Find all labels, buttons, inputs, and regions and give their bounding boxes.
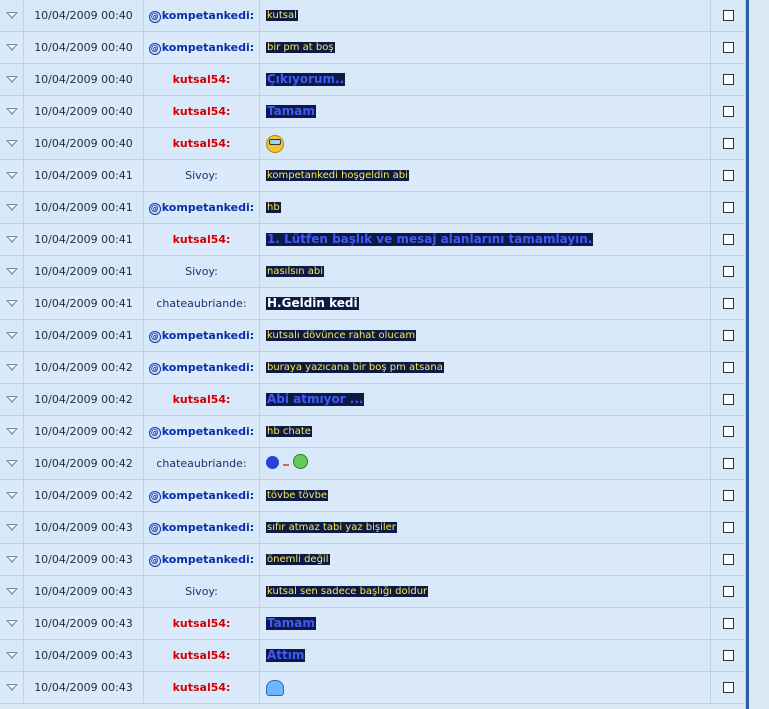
message-timestamp: 10/04/2009 00:43: [24, 640, 144, 671]
author-name: kompetankedi:: [161, 520, 255, 534]
author-name: Sivoy:: [185, 585, 218, 598]
message-text: tövbe tövbe: [267, 489, 328, 501]
message-cell: [260, 0, 711, 31]
row-menu-arrow[interactable]: [0, 448, 24, 479]
message-timestamp: 10/04/2009 00:41: [24, 192, 144, 223]
chevron-down-icon[interactable]: [6, 684, 18, 691]
admin-at-icon: @: [150, 523, 159, 533]
message-text: Tamam: [267, 103, 315, 118]
select-checkbox[interactable]: [723, 522, 734, 533]
select-cell: [711, 0, 745, 31]
chat-row: [0, 576, 745, 608]
message-author[interactable]: [144, 96, 260, 127]
chat-row: [0, 640, 745, 672]
message-timestamp: 10/04/2009 00:40: [24, 128, 144, 159]
select-checkbox[interactable]: [723, 458, 734, 469]
author-name: Sivoy:: [185, 265, 218, 278]
message-text: kutsal: [267, 9, 297, 21]
message-cell: [260, 576, 711, 607]
row-menu-arrow[interactable]: [0, 576, 24, 607]
author-name: kompetankedi:: [161, 40, 255, 54]
message-cell: [260, 160, 711, 191]
admin-at-icon: @: [150, 427, 159, 437]
admin-at-icon: @: [150, 203, 159, 213]
chat-row: [0, 608, 745, 640]
chat-row: [0, 288, 745, 320]
blue-face-icon: [266, 456, 279, 469]
message-timestamp: 10/04/2009 00:43: [24, 544, 144, 575]
message-text: hb: [267, 201, 280, 213]
chevron-down-icon[interactable]: [6, 588, 18, 595]
message-author[interactable]: [144, 672, 260, 703]
message-timestamp: 10/04/2009 00:41: [24, 224, 144, 255]
select-checkbox[interactable]: [723, 234, 734, 245]
message-text: nasılsın abi: [267, 265, 323, 277]
chat-row: [0, 384, 745, 416]
chat-row: [0, 256, 745, 288]
message-author[interactable]: [144, 320, 260, 351]
select-cell: [711, 544, 745, 575]
message-timestamp: 10/04/2009 00:42: [24, 352, 144, 383]
message-cell: [260, 192, 711, 223]
message-cell: [260, 512, 711, 543]
row-menu-arrow[interactable]: [0, 64, 24, 95]
select-cell: [711, 640, 745, 671]
select-checkbox[interactable]: [723, 170, 734, 181]
message-cell: [260, 640, 711, 671]
select-checkbox[interactable]: [723, 42, 734, 53]
admin-at-icon: @: [150, 491, 159, 501]
author-name: kutsal54:: [172, 681, 231, 694]
chevron-down-icon[interactable]: [6, 556, 18, 563]
select-checkbox[interactable]: [723, 10, 734, 21]
message-text: bir pm at boş: [267, 41, 334, 53]
author-name: kutsal54:: [172, 233, 231, 246]
select-cell: [711, 416, 745, 447]
chat-row: [0, 192, 745, 224]
chat-row: [0, 544, 745, 576]
author-name: kompetankedi:: [161, 200, 255, 214]
message-author[interactable]: [144, 192, 260, 223]
message-author[interactable]: [144, 416, 260, 447]
chevron-down-icon[interactable]: [6, 12, 18, 19]
message-cell: [260, 96, 711, 127]
select-cell: [711, 384, 745, 415]
message-timestamp: 10/04/2009 00:42: [24, 480, 144, 511]
chat-row: [0, 32, 745, 64]
chevron-down-icon[interactable]: [6, 300, 18, 307]
author-name: kutsal54:: [172, 73, 231, 86]
row-menu-arrow[interactable]: [0, 320, 24, 351]
message-author[interactable]: [144, 384, 260, 415]
chevron-down-icon[interactable]: [6, 492, 18, 499]
select-cell: [711, 576, 745, 607]
chevron-down-icon[interactable]: [6, 140, 18, 147]
chat-row: [0, 320, 745, 352]
select-checkbox[interactable]: [723, 618, 734, 629]
octopus-icon: [266, 680, 284, 696]
author-name: chateaubriande:: [156, 297, 247, 310]
author-name: kompetankedi:: [161, 328, 255, 342]
row-menu-arrow[interactable]: [0, 192, 24, 223]
author-name: kutsal54:: [172, 137, 231, 150]
chat-row: [0, 96, 745, 128]
author-name: kompetankedi:: [161, 424, 255, 438]
message-cell: [260, 288, 711, 319]
chevron-down-icon[interactable]: [6, 76, 18, 83]
select-cell: [711, 128, 745, 159]
author-name: kutsal54:: [172, 105, 231, 118]
message-author[interactable]: [144, 64, 260, 95]
message-text: Attım: [267, 647, 305, 662]
message-cell: [260, 256, 711, 287]
message-text: kompetankedi hoşgeldin abi: [267, 169, 408, 181]
chevron-down-icon[interactable]: [6, 396, 18, 403]
chevron-down-icon[interactable]: [6, 108, 18, 115]
admin-at-icon: @: [150, 331, 159, 341]
message-cell: [260, 384, 711, 415]
message-author[interactable]: [144, 480, 260, 511]
chevron-down-icon[interactable]: [6, 44, 18, 51]
message-timestamp: 10/04/2009 00:40: [24, 0, 144, 31]
message-cell: [260, 224, 711, 255]
select-checkbox[interactable]: [723, 106, 734, 117]
chat-row: [0, 416, 745, 448]
select-checkbox[interactable]: [723, 586, 734, 597]
message-cell: [260, 448, 711, 479]
row-menu-arrow[interactable]: [0, 32, 24, 63]
message-author[interactable]: [144, 448, 260, 479]
message-timestamp: 10/04/2009 00:40: [24, 32, 144, 63]
chevron-down-icon[interactable]: [6, 524, 18, 531]
chevron-down-icon[interactable]: [6, 428, 18, 435]
select-cell: [711, 480, 745, 511]
message-author[interactable]: [144, 0, 260, 31]
green-face-icon: [293, 454, 308, 469]
author-name: kompetankedi:: [161, 488, 255, 502]
chat-row: [0, 352, 745, 384]
message-cell: [260, 64, 711, 95]
message-author[interactable]: [144, 608, 260, 639]
message-text: sıfır atmaz tabi yaz bişiler: [267, 521, 396, 533]
chat-row: [0, 224, 745, 256]
message-text: hb chate: [267, 425, 311, 437]
row-menu-arrow[interactable]: [0, 544, 24, 575]
chat-row: [0, 0, 745, 32]
row-menu-arrow[interactable]: [0, 256, 24, 287]
chevron-down-icon[interactable]: [6, 332, 18, 339]
row-menu-arrow[interactable]: [0, 672, 24, 703]
chat-row: [0, 480, 745, 512]
message-text: H.Geldin kedi: [267, 295, 358, 310]
message-author[interactable]: [144, 512, 260, 543]
message-timestamp: 10/04/2009 00:41: [24, 288, 144, 319]
admin-at-icon: @: [150, 43, 159, 53]
message-timestamp: 10/04/2009 00:40: [24, 64, 144, 95]
admin-at-icon: @: [150, 555, 159, 565]
message-author[interactable]: [144, 288, 260, 319]
chevron-down-icon[interactable]: [6, 460, 18, 467]
punch-icon: [283, 464, 289, 466]
row-menu-arrow[interactable]: [0, 512, 24, 543]
select-cell: [711, 160, 745, 191]
select-cell: [711, 512, 745, 543]
row-menu-arrow[interactable]: [0, 96, 24, 127]
author-name: kompetankedi:: [161, 8, 255, 22]
message-text: Çıkıyorum..: [267, 71, 345, 86]
select-cell: [711, 448, 745, 479]
chevron-down-icon[interactable]: [6, 204, 18, 211]
message-timestamp: 10/04/2009 00:43: [24, 512, 144, 543]
author-name: kompetankedi:: [161, 552, 255, 566]
author-name: Sivoy:: [185, 169, 218, 182]
select-checkbox[interactable]: [723, 266, 734, 277]
punch-faces-icon: [266, 454, 308, 473]
message-timestamp: 10/04/2009 00:43: [24, 576, 144, 607]
author-name: chateaubriande:: [156, 457, 247, 470]
row-menu-arrow[interactable]: [0, 0, 24, 31]
message-author[interactable]: [144, 256, 260, 287]
message-timestamp: 10/04/2009 00:41: [24, 320, 144, 351]
row-menu-arrow[interactable]: [0, 160, 24, 191]
message-author[interactable]: [144, 544, 260, 575]
message-cell: [260, 608, 711, 639]
admin-at-icon: @: [150, 11, 159, 21]
select-checkbox[interactable]: [723, 394, 734, 405]
chat-row: [0, 512, 745, 544]
message-text: kutsalı dövünce rahat olucam: [267, 329, 416, 341]
message-text: önemli değil: [267, 553, 329, 565]
message-timestamp: 10/04/2009 00:42: [24, 416, 144, 447]
select-cell: [711, 288, 745, 319]
row-menu-arrow[interactable]: [0, 384, 24, 415]
select-cell: [711, 672, 745, 703]
message-text: Tamam: [267, 615, 315, 630]
select-checkbox[interactable]: [723, 330, 734, 341]
select-cell: [711, 256, 745, 287]
message-author[interactable]: [144, 32, 260, 63]
select-checkbox[interactable]: [723, 426, 734, 437]
message-timestamp: 10/04/2009 00:41: [24, 256, 144, 287]
chat-row: [0, 448, 745, 480]
chevron-down-icon[interactable]: [6, 364, 18, 371]
row-menu-arrow[interactable]: [0, 288, 24, 319]
message-timestamp: 10/04/2009 00:40: [24, 96, 144, 127]
message-cell: [260, 32, 711, 63]
chevron-down-icon[interactable]: [6, 236, 18, 243]
message-cell: [260, 320, 711, 351]
chevron-down-icon[interactable]: [6, 652, 18, 659]
message-cell: [260, 352, 711, 383]
message-author[interactable]: [144, 160, 260, 191]
row-menu-arrow[interactable]: [0, 352, 24, 383]
message-cell: [260, 416, 711, 447]
row-menu-arrow[interactable]: [0, 128, 24, 159]
cool-smiley-icon: [266, 135, 284, 153]
author-name: kutsal54:: [172, 649, 231, 662]
message-timestamp: 10/04/2009 00:42: [24, 384, 144, 415]
message-author[interactable]: [144, 352, 260, 383]
message-cell: [260, 672, 711, 703]
chat-row: [0, 64, 745, 96]
message-author[interactable]: [144, 640, 260, 671]
row-menu-arrow[interactable]: [0, 224, 24, 255]
message-timestamp: 10/04/2009 00:43: [24, 608, 144, 639]
author-name: kutsal54:: [172, 393, 231, 406]
select-cell: [711, 320, 745, 351]
message-cell: [260, 544, 711, 575]
chevron-down-icon[interactable]: [6, 172, 18, 179]
select-checkbox[interactable]: [723, 138, 734, 149]
select-checkbox[interactable]: [723, 650, 734, 661]
scrollbar-edge[interactable]: [745, 0, 769, 709]
row-menu-arrow[interactable]: [0, 480, 24, 511]
message-author[interactable]: [144, 128, 260, 159]
select-checkbox[interactable]: [723, 74, 734, 85]
message-timestamp: 10/04/2009 00:43: [24, 672, 144, 703]
chat-row: [0, 160, 745, 192]
row-menu-arrow[interactable]: [0, 640, 24, 671]
message-cell: [260, 480, 711, 511]
row-menu-arrow[interactable]: [0, 416, 24, 447]
chat-row: [0, 128, 745, 160]
author-name: kompetankedi:: [161, 360, 255, 374]
select-checkbox[interactable]: [723, 202, 734, 213]
select-checkbox[interactable]: [723, 362, 734, 373]
chat-row: [0, 672, 745, 704]
chevron-down-icon[interactable]: [6, 268, 18, 275]
select-checkbox[interactable]: [723, 298, 734, 309]
message-author[interactable]: [144, 224, 260, 255]
select-checkbox[interactable]: [723, 554, 734, 565]
message-text: buraya yazıcana bir boş pm atsana: [267, 361, 443, 373]
select-cell: [711, 352, 745, 383]
select-cell: [711, 64, 745, 95]
message-text: kutsal sen sadece başlığı doldur: [267, 585, 428, 597]
select-cell: [711, 224, 745, 255]
select-cell: [711, 192, 745, 223]
message-text: 1. Lütfen başlık ve mesaj alanlarını tamamlayın.: [267, 231, 593, 246]
message-author[interactable]: [144, 576, 260, 607]
chevron-down-icon[interactable]: [6, 620, 18, 627]
author-name: kutsal54:: [172, 617, 231, 630]
message-cell: [260, 128, 711, 159]
select-cell: [711, 608, 745, 639]
message-timestamp: 10/04/2009 00:41: [24, 160, 144, 191]
select-checkbox[interactable]: [723, 490, 734, 501]
select-cell: [711, 32, 745, 63]
message-text: Abi atmıyor ...: [267, 391, 364, 406]
select-checkbox[interactable]: [723, 682, 734, 693]
row-menu-arrow[interactable]: [0, 608, 24, 639]
select-cell: [711, 96, 745, 127]
admin-at-icon: @: [150, 363, 159, 373]
message-timestamp: 10/04/2009 00:42: [24, 448, 144, 479]
